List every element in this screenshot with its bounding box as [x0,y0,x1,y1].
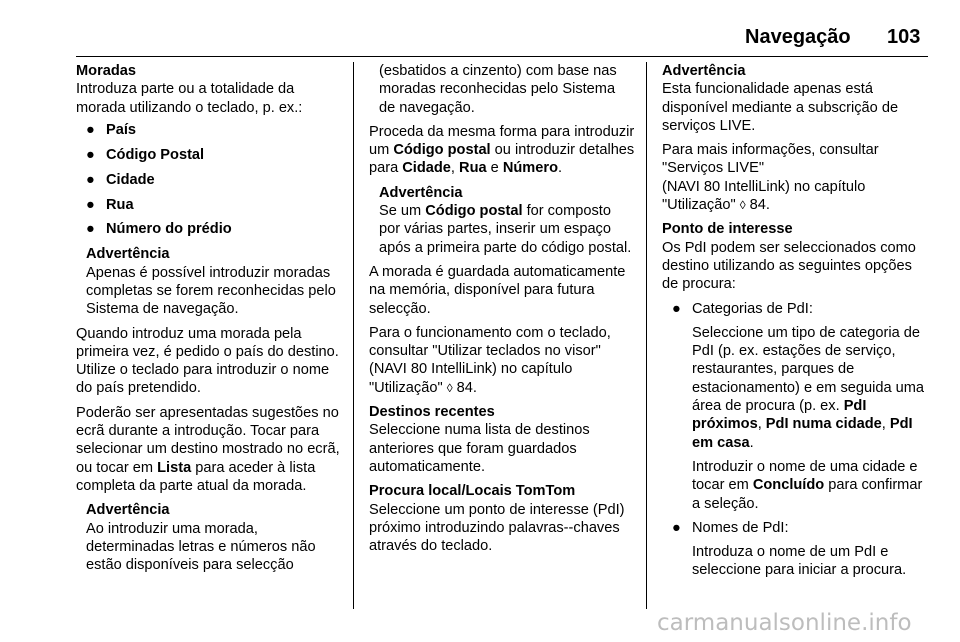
heading-destinos-recentes: Destinos recentes [369,404,495,421]
header-rule [76,56,928,57]
heading-moradas: Moradas [76,63,137,79]
paragraph: Os PdI podem ser seleccionados como destino utilizando as seguintes opções de procura: [662,239,916,293]
note-text: Esta funcionalidade apenas está disponível mediante a subscrição de serviços LIVE. [662,81,899,134]
sub-paragraph: Seleccione um tipo de categoria de PdI (p. ex. estações de serviço, restaurantes, parques de estacionamento) e em seguida uma área de procura (p. ex. PdI próximos, PdI numa cidade, PdI em casa. [692,324,925,451]
bullet-icon: ● [86,121,95,138]
note-text: Se um Código postal for composto por várias partes, inserir um espaço após a primeira parte do código postal. [379,203,632,256]
paragraph: Quando introduz uma morada pela primeira vez, é pedido o país do destino. Utilize o teclado para introduzir o nome do país pretendido. [76,325,339,397]
note-continuation: (esbatidos a cinzento) com base nas moradas reconhecidas pelo Sistema de navegação. [379,63,617,116]
note-box [76,245,342,318]
page-number: 103 [887,26,921,48]
note-title: Advertência [379,184,463,201]
list-item: ● País [86,121,137,138]
intro-text: Introduza parte ou a totalidade da morada utilizando o teclado, p. ex.: [76,81,303,116]
bullet-icon: ● [86,146,95,163]
note-title: Advertência [662,63,746,79]
bullet-icon: ● [672,300,681,317]
sub-paragraph: Introduzir o nome de uma cidade e tocar em Concluído para confirmar a seleção. [692,458,923,512]
heading-procura-local: Procura local/Locais TomTom [369,483,576,500]
column-3 [662,62,928,580]
note-text: Apenas é possível introduzir moradas completas se forem reconhecidas pelo Sistema de navegação. [86,264,336,318]
column-divider [353,62,354,609]
note-box [369,184,635,257]
paragraph: Proceda da mesma forma para introduzir um Código postal ou introduzir detalhes para Cidade, Rua e Número. [369,123,635,177]
bullet-icon: ● [86,171,95,188]
paragraph: Para mais informações, consultar "Serviços LIVE" [662,142,879,177]
list-item: ● Cidade [86,171,155,188]
paragraph: Poderão ser apresentadas sugestões no ecrã durante a introdução. Tocar para selecionar um destino mostrado no ecrã, ou tocar em Lista para aceder à lista completa da parte atual da morada. [76,404,340,494]
note-title: Advertência [86,246,170,263]
paragraph: Para o funcionamento com o teclado, consultar "Utilizar teclados no visor" (NAVI 80 IntelliLink) no capítulo "Utilização" ◊ 84. [369,324,611,396]
sub-paragraph: Introduza o nome de um PdI e seleccione para iniciar a procura. [692,544,907,579]
list-item: ● Código Postal [86,146,205,163]
note-text: Ao introduzir uma morada, determinadas letras e números não estão disponíveis para selecção [86,520,316,574]
page-ref-icon: ◊ [739,198,746,213]
column-divider [646,62,647,609]
bullet-icon: ● [86,221,95,238]
address-fields-list [76,121,342,239]
page-ref-icon: ◊ [446,380,453,395]
paragraph: Seleccione numa lista de destinos anteriores que foram guardados automaticamente. [369,422,590,475]
paragraph: Seleccione um ponto de interesse (PdI) próximo introduzindo palavras--chaves através do teclado. [369,501,625,555]
paragraph: (NAVI 80 IntelliLink) no capítulo "Utilização" ◊ 84. [662,178,866,214]
list-item: ● Rua [86,196,134,213]
column-2 [369,62,635,555]
bullet-icon: ● [86,196,95,213]
note-box [76,501,342,574]
list-item: ● Nomes de PdI: [672,519,789,536]
paragraph: A morada é guardada automaticamente na memória, disponível para futura selecção. [369,263,626,317]
list-item: ● Categorias de PdI: [672,300,813,317]
page-header [0,26,960,56]
bullet-icon: ● [672,519,681,536]
watermark: carmanualsonline.info [657,610,912,636]
list-item: ● Número do prédio [86,221,232,238]
heading-ponto-de-interesse: Ponto de interesse [662,221,793,238]
note-title: Advertência [86,502,170,519]
section-title: Navegação [745,26,851,48]
column-1 [76,62,342,574]
